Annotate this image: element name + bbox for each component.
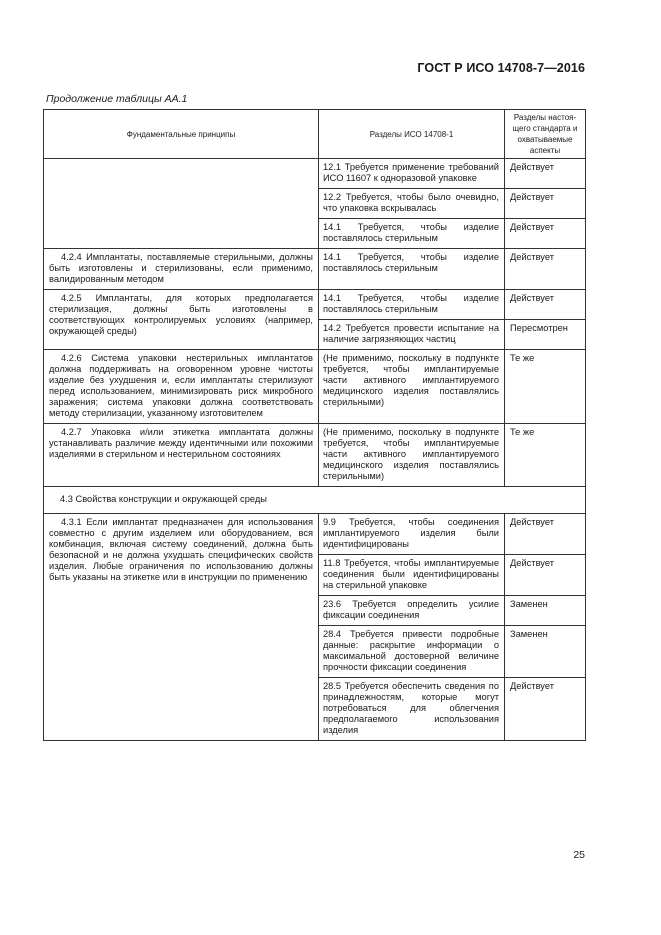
status-cell: Действует xyxy=(505,290,586,320)
table-row xyxy=(44,514,586,555)
status-cell: Действует xyxy=(505,219,586,249)
header-principles: Фундаментальные принципы xyxy=(44,110,319,159)
section-cell: 11.8 Требуется, чтобы имплантируемые соединения были идентифицированы на стерильной упаковке xyxy=(319,555,505,596)
section-cell: 12.2 Требуется, чтобы было очевидно, что упаковка вскрывалась xyxy=(319,189,505,219)
section-cell: 28.5 Требуется обеспечить сведения по принадлежностям, которые могут потребоваться для облегчения предполагаемого использования изделия xyxy=(319,678,505,741)
section-cell: 14.1 Требуется, чтобы изделие поставлялось стерильным xyxy=(319,219,505,249)
section-cell: 9.9 Требуется, чтобы соединения имплантируемого изделия были идентифицированы xyxy=(319,514,505,555)
status-cell: Действует xyxy=(505,555,586,596)
table-row xyxy=(44,290,586,320)
section-cell: 23.6 Требуется определить усилие фиксации соединения xyxy=(319,596,505,626)
principle-cell: 4.2.5 Имплантаты, для которых предполагается стерилизация, должны быть изготовлены в соответствующих контролируемых условиях (например, окружающей среды) xyxy=(44,290,319,350)
section-cell: (Не применимо, поскольку в подпункте требуется, чтобы имплантируемые части активного имплантируемого медицинского изделия поставлялись стерильными) xyxy=(319,350,505,424)
header-sections: Разделы ИСО 14708-1 xyxy=(319,110,505,159)
table-header-row xyxy=(44,110,586,159)
table-row xyxy=(44,350,586,424)
status-cell: Те же xyxy=(505,424,586,487)
status-cell: Пересмотрен xyxy=(505,320,586,350)
status-cell: Действует xyxy=(505,678,586,741)
table-section-row xyxy=(44,487,586,514)
principle-cell xyxy=(44,159,319,249)
status-cell: Действует xyxy=(505,159,586,189)
table-row xyxy=(44,159,586,189)
section-cell: 28.4 Требуется привести подробные данные: раскрытие информации о максимальной достоверной величине прочности фиксации соединения xyxy=(319,626,505,678)
section-cell: 14.2 Требуется провести испытание на наличие загрязняющих частиц xyxy=(319,320,505,350)
status-cell: Действует xyxy=(505,249,586,290)
status-cell: Те же xyxy=(505,350,586,424)
section-cell: 14.1 Требуется, чтобы изделие поставлялось стерильным xyxy=(319,290,505,320)
header-status: Разделы настоя-щего стандарта и охватываемые аспекты xyxy=(505,110,586,159)
page-number: 25 xyxy=(573,849,585,861)
principle-cell: 4.2.6 Система упаковки нестерильных имплантатов должна поддерживать на оговоренном уровне чистоты изделие без ухудшения и, если имплантаты стерилизуют перед использованием, минимизировать риск микробного заражения; система упаковки должна соответствовать методу стерилизации, указанному изготовителем xyxy=(44,350,319,424)
table-caption: Продолжение таблицы АА.1 xyxy=(46,93,188,105)
principle-cell: 4.3.1 Если имплантат предназначен для использования совместно с другим изделием или оборудованием, вся комбинация, включая систему соединений, должна быть безопасной и не должна ухудшать специфических свойств изделия. Любые ограничения по использованию должны быть указаны на этикетке или в инструкции по применению xyxy=(44,514,319,741)
status-cell: Заменен xyxy=(505,626,586,678)
principle-cell: 4.2.4 Имплантаты, поставляемые стерильными, должны быть изготовлены и стерилизованы, если применимо, валидированным методом xyxy=(44,249,319,290)
table-row xyxy=(44,424,586,487)
status-cell: Действует xyxy=(505,514,586,555)
requirements-table xyxy=(43,109,586,741)
section-cell: (Не применимо, поскольку в подпункте требуется, чтобы имплантируемые части активного имплантируемого медицинского изделия поставлялись стерильными) xyxy=(319,424,505,487)
status-cell: Заменен xyxy=(505,596,586,626)
section-cell: 14.1 Требуется, чтобы изделие поставлялось стерильным xyxy=(319,249,505,290)
status-cell: Действует xyxy=(505,189,586,219)
section-heading-cell: 4.3 Свойства конструкции и окружающей среды xyxy=(44,487,586,514)
table-row xyxy=(44,249,586,290)
principle-cell: 4.2.7 Упаковка и/или этикетка имплантата должны устанавливать различие между идентичными или похожими изделиями в стерильном и нестерильном состояниях xyxy=(44,424,319,487)
document-code: ГОСТ Р ИСО 14708-7—2016 xyxy=(417,61,585,75)
section-cell: 12.1 Требуется применение требований ИСО 11607 к одноразовой упаковке xyxy=(319,159,505,189)
